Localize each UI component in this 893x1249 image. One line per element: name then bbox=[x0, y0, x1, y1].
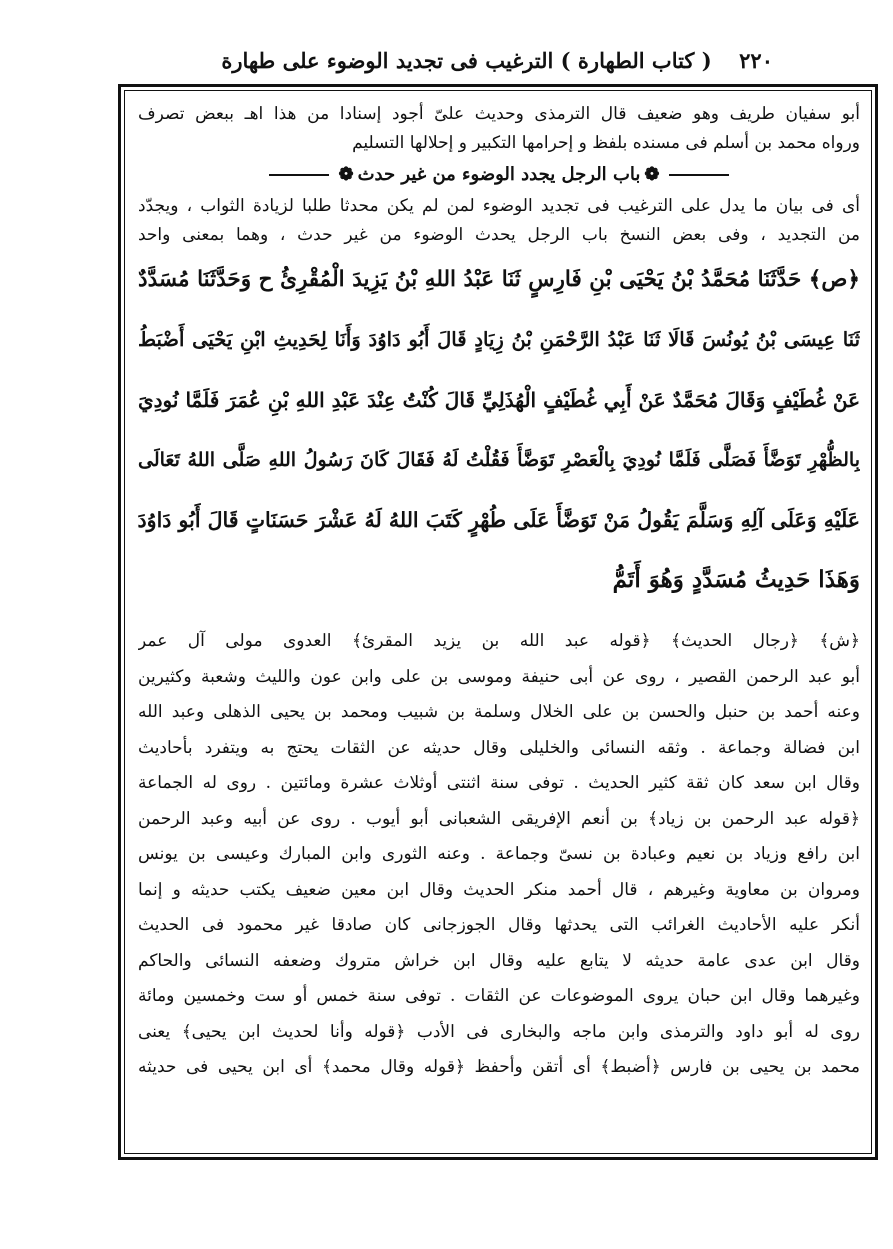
commentary-line: ابن فضالة وجماعة . وثقه النسائى والخليلى وقال حديثه عن الثقات يحتج به ويتفرد بأحاديث bbox=[138, 737, 860, 758]
commentary-line: ومروان بن معاوية وغيرهم ، قال أحمد منكر الحديث وقال ابن معين ضعيف يكتب حديثه و إنما bbox=[138, 879, 860, 900]
commentary-line: روى له أبو داود والترمذى وابن ماجه والبخارى فى الأدب ﴿قوله وأنا لحديث ابن يحيى﴾ يعنى bbox=[138, 1021, 860, 1042]
commentary-line: محمد بن يحيى بن فارس ﴿أضبط﴾ أى أتقن وأحفظ ﴿قوله وقال محمد﴾ أى ابن يحيى فى حديثه bbox=[138, 1057, 860, 1077]
commentary-line: وقال ابن سعد كان ثقة كثير الحديث . توفى سنة اثنتى أوثلاث عشرة ومائتين . روى له الجماعة bbox=[138, 773, 860, 793]
commentary-line: أبو عبد الرحمن القصير ، روى عن أبى حنيفة وموسى بن على وابن عون والليث وشعبة وكثيرين bbox=[138, 666, 860, 687]
commentary-line: ﴿قوله عبد الرحمن بن زياد﴾ بن أنعم الإفريقى الشعبانى أبو أيوب . روى عن أبيه وعبد الرحمن bbox=[138, 808, 860, 829]
commentary-line: وغيرهما وقال ابن حبان يروى الموضوعات عن الثقات . توفى سنة خمس أو ست وخمسين ومائة bbox=[138, 986, 860, 1006]
ornament-icon: ❁ bbox=[644, 164, 660, 185]
hadith-line: عَنْ غُطَيْفٍ وَقَالَ مُحَمَّدٌ عَنْ أَبِي غُطَيْفٍ الْهُذَلِيِّ قَالَ كُنْتُ عِنْدَ عَبْدِ اللهِ بْنِ عُمَرَ فَلَمَّا نُودِيَ bbox=[138, 388, 860, 412]
page-header bbox=[120, 42, 773, 82]
chapter-heading: باب الرجل يجدد الوضوء من غير حدث bbox=[357, 164, 641, 185]
section-spacer bbox=[138, 610, 860, 624]
intro-line: أبو سفيان طريف وهو ضعيف قال الترمذى وحديث علىّ أجود إسنادا من هذا اهـ ببعض تصرف bbox=[138, 104, 860, 124]
ornament-icon: ❁ bbox=[338, 164, 354, 185]
intro-line: ورواه محمد بن أسلم فى مسنده بلفظ و إحرامها التكبير و إحلالها التسليم bbox=[352, 133, 860, 153]
explanation-line: أى فى بيان ما يدل على الترغيب فى تجديد الوضوء لمن لم يكن محدثا طلبا لزيادة الثواب ، ويجدّد bbox=[138, 196, 860, 216]
hadith-line: عَلَيْهِ وَعَلَى آلِهِ وَسَلَّمَ يَقُولُ مَنْ تَوَضَّأَ عَلَى طُهْرٍ كَتَبَ اللهُ لَهُ عَشْرَ حَسَنَاتٍ قَالَ أَبُو دَاوُدَ bbox=[138, 508, 860, 532]
commentary-line: وقال ابن عدى عامة حديثه لا يتابع عليه وقال ابن خراش متروك وضعفه النسائى والحاكم bbox=[138, 950, 860, 971]
heading-rule bbox=[669, 174, 729, 176]
commentary-line: ابن رافع وزياد بن نعيم وعبادة بن نسىّ وجماعة . وعنه الثورى وابن المبارك وعيسى بن يونس bbox=[138, 844, 860, 864]
chapter-heading-row bbox=[138, 158, 860, 192]
hadith-line: بِالظُّهْرِ تَوَضَّأَ فَصَلَّى فَلَمَّا نُودِيَ بِالْعَصْرِ تَوَضَّأَ فَقُلْتُ لَهُ فَقَالَ كَانَ رَسُولُ اللهِ صَلَّى اللهُ تَعَالَى bbox=[138, 449, 860, 471]
hadith-line: وَهَذَا حَدِيثُ مُسَدَّدٍ وَهُوَ أَتَمُّ bbox=[612, 566, 860, 593]
explanation-line: من التجديد ، وفى بعض النسخ باب الرجل يحدث الوضوء من غير حدث ، وهما بمعنى واحد bbox=[138, 225, 860, 245]
hadith-line: ﴿ص﴾ حَدَّثَنَا مُحَمَّدُ بْنُ يَحْيَى بْنِ فَارِسٍ ثَنَا عَبْدُ اللهِ بْنُ يَزِيدَ الْمُقْرِئُ ح وَحَدَّثَنَا مُسَدَّدٌ bbox=[138, 267, 860, 292]
commentary-line: ﴿ش﴾ ﴿رجال الحديث﴾ ﴿قوله عبد الله بن يزيد المقرئ﴾ العدوى مولى آل عمر bbox=[138, 631, 860, 651]
page-content bbox=[138, 100, 860, 1150]
hadith-line: ثَنَا عِيسَى بْنُ يُونُسَ قَالَا ثَنَا عَبْدُ الرَّحْمَنِ بْنُ زِيَادٍ قَالَ أَبُو دَاوُدَ وَأَنَا لِحَدِيثِ ابْنِ يَحْيَى أَضْبَطُ bbox=[138, 328, 860, 351]
commentary-line: وعنه أحمد بن حنبل والحسن بن على الخلال وسلمة بن شبيب ومحمد بن يحيى الذهلى وعبد الله bbox=[138, 702, 860, 722]
commentary-line: أنكر عليه الأحاديث الغرائب التى يحدثها وقال الجوزجانى كان صادقا غير محمود فى الحديث bbox=[138, 915, 860, 935]
heading-rule bbox=[269, 174, 329, 176]
page-number: ٢٢٠ bbox=[739, 48, 773, 73]
running-title: ( كتاب الطهارة ) الترغيب فى تجديد الوضوء على طهارة bbox=[221, 48, 712, 73]
